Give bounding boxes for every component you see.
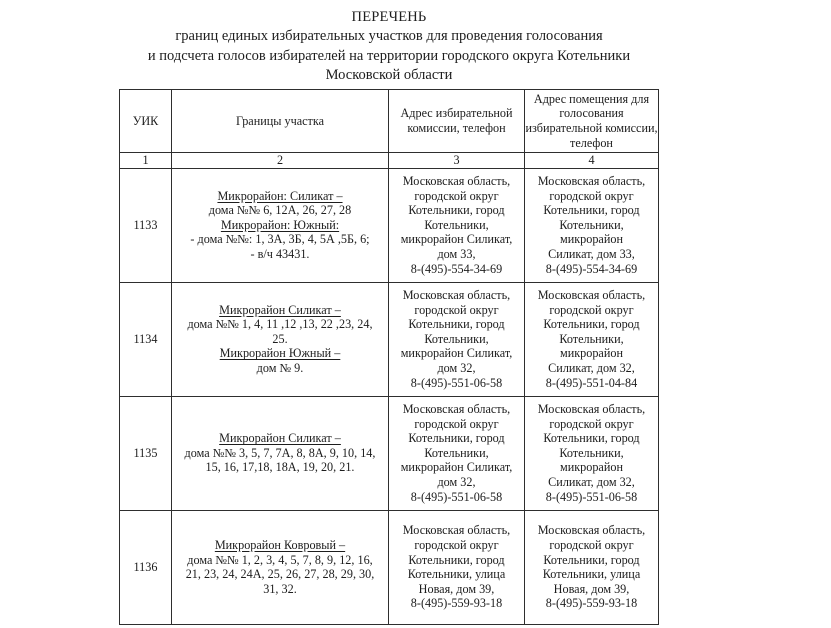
address-line: Котельники, город — [543, 552, 640, 567]
table-row — [120, 510, 659, 624]
cell-precinct-bounds — [172, 168, 389, 282]
bounds-line — [172, 218, 388, 233]
cell-precinct-bounds — [172, 282, 389, 396]
address-line: Московская область, — [402, 402, 511, 417]
page-title: ПЕРЕЧЕНЬ — [351, 9, 427, 25]
table-header — [120, 90, 659, 169]
address-line: Котельники, — [424, 217, 489, 232]
bounds-line: дома №№ 6, 12А, 26, 27, 28 — [208, 203, 352, 218]
bounds-line: 15, 16, 17,18, 18А, 19, 20, 21. — [205, 460, 355, 475]
address-line: городской округ — [549, 416, 634, 431]
address-line: городской округ — [549, 302, 634, 317]
table-header-row — [120, 90, 659, 153]
address-line: Котельники, — [424, 331, 489, 346]
address-line: Котельники, город — [543, 203, 640, 218]
address-line: городской округ — [414, 537, 499, 552]
address-line: 8-(495)-559-93-18 — [410, 596, 503, 611]
column-header-bounds: Границы участка — [172, 90, 389, 153]
address-line: Московская область, — [537, 174, 646, 189]
address-line: Котельники, город — [408, 203, 505, 218]
cell-uik-number: 1136 — [120, 510, 172, 624]
bounds-line: дом № 9. — [256, 360, 304, 375]
microdistrict-heading: Микрорайон: Силикат – — [217, 188, 343, 203]
bounds-line — [172, 538, 388, 553]
table-row — [120, 168, 659, 282]
address-line: микрорайон Силикат, — [400, 346, 513, 361]
table-column-number-row — [120, 153, 659, 169]
bounds-line: - в/ч 43431. — [250, 246, 310, 261]
column-number-3: 3 — [389, 153, 525, 169]
address-line: Московская область, — [402, 288, 511, 303]
address-line: Московская область, — [537, 523, 646, 538]
bounds-line — [172, 431, 388, 446]
table-body — [120, 168, 659, 624]
cell-precinct-bounds — [172, 396, 389, 510]
address-line: 8-(495)-551-06-58 — [410, 375, 503, 390]
address-line: микрорайон — [560, 232, 623, 247]
microdistrict-heading: Микрорайон Южный – — [219, 346, 341, 361]
cell-uik-number: 1134 — [120, 282, 172, 396]
address-line: Московская область, — [537, 402, 646, 417]
address-line: Котельники, город — [543, 317, 640, 332]
address-line: Новая, дом 39, — [418, 581, 495, 596]
document-title-block — [119, 8, 659, 86]
bounds-line: 21, 23, 24, 24А, 25, 26, 27, 28, 29, 30, — [185, 567, 375, 582]
address-line: Силикат, дом 33, — [548, 246, 635, 261]
cell-commission-address — [389, 282, 525, 396]
address-line: 8-(495)-551-06-58 — [410, 489, 503, 504]
address-line: Силикат, дом 32, — [548, 474, 635, 489]
address-line: Котельники, — [559, 331, 624, 346]
address-line: Котельники, — [424, 445, 489, 460]
cell-precinct-bounds — [172, 510, 389, 624]
address-line: Котельники, город — [408, 431, 505, 446]
document-subtitle-line-2: и подсчета голосов избирателей на территории городского округа Котельники — [147, 47, 631, 64]
cell-voting-address — [525, 168, 659, 282]
bounds-line: дома №№ 3, 5, 7, 7А, 8, 8А, 9, 10, 14, — [184, 445, 376, 460]
address-line: Силикат, дом 32, — [548, 360, 635, 375]
column-number-4: 4 — [525, 153, 659, 169]
column-header-uik: УИК — [120, 90, 172, 153]
document-subtitle-line-3: Московской области — [325, 67, 453, 83]
address-line: Котельники, город — [408, 552, 505, 567]
address-line: Котельники, город — [408, 317, 505, 332]
address-line: микрорайон — [560, 460, 623, 475]
cell-uik-number: 1135 — [120, 396, 172, 510]
precinct-table — [119, 89, 659, 625]
address-line: Котельники, улица — [542, 567, 641, 582]
cell-commission-address — [389, 168, 525, 282]
address-line: городской округ — [414, 416, 499, 431]
microdistrict-heading: Микрорайон Силикат – — [219, 302, 341, 317]
bounds-line — [172, 303, 388, 318]
address-line: городской округ — [549, 537, 634, 552]
column-header-commission-address: Адрес избирательной комиссии, телефон — [389, 90, 525, 153]
address-line: городской округ — [414, 188, 499, 203]
precinct-table-wrapper — [119, 89, 659, 625]
address-line: Котельники, — [559, 217, 624, 232]
address-line: Московская область, — [402, 174, 511, 189]
cell-voting-address — [525, 282, 659, 396]
cell-commission-address — [389, 510, 525, 624]
address-line: Котельники, улица — [407, 567, 506, 582]
address-line: дом 32, — [437, 474, 476, 489]
address-line: Котельники, — [559, 445, 624, 460]
table-row — [120, 396, 659, 510]
address-line: городской округ — [414, 302, 499, 317]
address-line: 8-(495)-551-06-58 — [545, 489, 638, 504]
address-line: 8-(495)-551-04-84 — [545, 375, 638, 390]
bounds-line — [172, 189, 388, 204]
document-subtitle-line-1: границ единых избирательных участков для проведения голосования — [175, 28, 603, 44]
microdistrict-heading: Микрорайон Силикат – — [219, 431, 341, 446]
address-line: дом 32, — [437, 360, 476, 375]
address-line: микрорайон — [560, 346, 623, 361]
address-line: 8-(495)-559-93-18 — [545, 596, 638, 611]
column-number-2: 2 — [172, 153, 389, 169]
cell-voting-address — [525, 396, 659, 510]
address-line: микрорайон Силикат, — [400, 460, 513, 475]
address-line: микрорайон Силикат, — [400, 232, 513, 247]
address-line: городской округ — [549, 188, 634, 203]
column-number-1: 1 — [120, 153, 172, 169]
bounds-line: 31, 32. — [263, 581, 297, 596]
bounds-line: 25. — [272, 331, 288, 346]
address-line: Новая, дом 39, — [553, 581, 630, 596]
bounds-line: - дома №№: 1, 3А, 3Б, 4, 5А ,5Б, 6; — [190, 232, 370, 247]
table-row — [120, 282, 659, 396]
bounds-line — [172, 346, 388, 361]
microdistrict-heading: Микрорайон: Южный: — [220, 217, 340, 232]
microdistrict-heading: Микрорайон Ковровый – — [214, 537, 346, 552]
address-line: 8-(495)-554-34-69 — [410, 261, 503, 276]
address-line: дом 33, — [437, 246, 476, 261]
bounds-line: дома №№ 1, 4, 11 ,12 ,13, 22 ,23, 24, — [187, 317, 373, 332]
cell-commission-address — [389, 396, 525, 510]
cell-uik-number: 1133 — [120, 168, 172, 282]
column-header-voting-address: Адрес помещения для голосования избирательной комиссии, телефон — [525, 90, 659, 153]
cell-voting-address — [525, 510, 659, 624]
address-line: 8-(495)-554-34-69 — [545, 261, 638, 276]
address-line: Московская область, — [402, 523, 511, 538]
bounds-line: дома №№ 1, 2, 3, 4, 5, 7, 8, 9, 12, 16, — [187, 552, 373, 567]
address-line: Московская область, — [537, 288, 646, 303]
address-line: Котельники, город — [543, 431, 640, 446]
